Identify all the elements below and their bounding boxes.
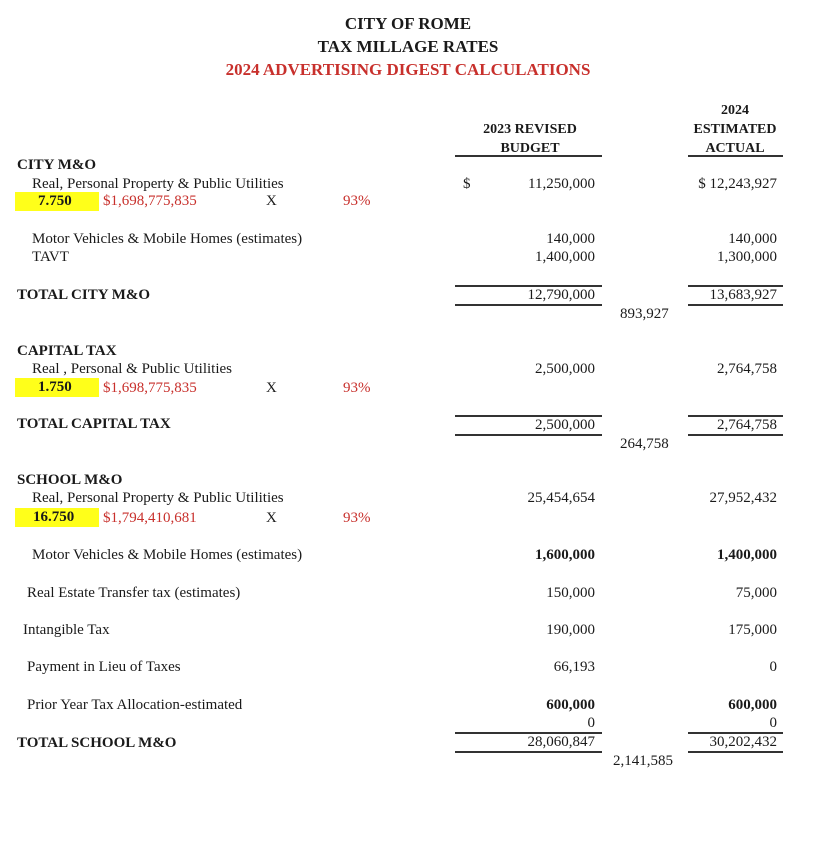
- difference-value: 893,927: [620, 306, 669, 322]
- total-label: TOTAL CAPITAL TAX: [17, 416, 171, 432]
- budget-value: 600,000: [546, 697, 595, 713]
- total-rule-bottom: [455, 304, 602, 306]
- actual-value: 600,000: [728, 697, 777, 713]
- column-header-line: BUDGET: [500, 141, 560, 156]
- millage-rate-highlight: 16.750: [15, 508, 99, 527]
- row-label: Payment in Lieu of Taxes: [27, 659, 181, 675]
- dollar-sign: $: [463, 176, 471, 192]
- row-label: Motor Vehicles & Mobile Homes (estimates): [32, 547, 303, 563]
- header-underline: [455, 155, 602, 157]
- row-label: Prior Year Tax Allocation-estimated: [27, 697, 243, 713]
- doc-title-digest: 2024 ADVERTISING DIGEST CALCULATIONS: [225, 60, 591, 79]
- total-budget: 2,500,000: [535, 417, 595, 433]
- budget-value: 25,454,654: [527, 490, 595, 506]
- difference-value: 264,758: [620, 436, 669, 452]
- column-header-line: 2024: [721, 103, 749, 118]
- budget-value: 140,000: [546, 231, 595, 247]
- total-actual: 13,683,927: [709, 287, 777, 303]
- header-underline: [688, 155, 783, 157]
- budget-value: 150,000: [546, 585, 595, 601]
- row-label: Intangible Tax: [23, 622, 110, 638]
- collection-rate: 93%: [343, 380, 371, 396]
- multiply-sign: X: [266, 193, 277, 209]
- column-header-line: ACTUAL: [705, 141, 765, 156]
- column-header-2023-budget: [455, 120, 605, 158]
- row-label: Real , Personal & Public Utilities: [32, 361, 232, 377]
- column-header-2024-actual: [685, 101, 785, 158]
- actual-value: 2,764,758: [717, 361, 777, 377]
- collection-rate: 93%: [343, 193, 371, 209]
- doc-title-city: CITY OF ROME: [344, 14, 472, 33]
- row-label: Real Estate Transfer tax (estimates): [27, 585, 241, 601]
- actual-value: 1,400,000: [717, 547, 777, 563]
- actual-value: $ 12,243,927: [698, 176, 777, 192]
- millage-rate-highlight: 7.750: [15, 192, 99, 211]
- total-rule-bottom: [455, 751, 602, 753]
- actual-value: 0: [769, 659, 777, 675]
- digest-value: $1,698,775,835: [103, 380, 197, 396]
- multiply-sign: X: [266, 380, 277, 396]
- column-header-line: ESTIMATED: [693, 122, 777, 137]
- section-title-city-mo: CITY M&O: [17, 157, 97, 173]
- budget-value: 2,500,000: [535, 361, 595, 377]
- actual-value: 27,952,432: [709, 490, 777, 506]
- row-label: Motor Vehicles & Mobile Homes (estimates): [32, 231, 303, 247]
- difference-value: 2,141,585: [613, 753, 673, 769]
- budget-value: 190,000: [546, 622, 595, 638]
- row-label: Real, Personal Property & Public Utilities: [32, 490, 284, 506]
- budget-value: 1,400,000: [535, 249, 595, 265]
- total-actual: 2,764,758: [717, 417, 777, 433]
- doc-title-millage: TAX MILLAGE RATES: [317, 37, 499, 56]
- multiply-sign: X: [266, 510, 277, 526]
- budget-value: 11,250,000: [528, 176, 595, 192]
- digest-value: $1,794,410,681: [103, 510, 197, 526]
- actual-value: 0: [769, 715, 777, 731]
- collection-rate: 93%: [343, 510, 371, 526]
- actual-value: 1,300,000: [717, 249, 777, 265]
- total-budget: 12,790,000: [527, 287, 595, 303]
- total-rule-bottom: [688, 434, 783, 436]
- actual-value: 140,000: [728, 231, 777, 247]
- budget-value: 1,600,000: [535, 547, 595, 563]
- budget-value: 66,193: [553, 659, 595, 675]
- budget-value: 0: [587, 715, 595, 731]
- section-title-school-mo: SCHOOL M&O: [17, 472, 123, 488]
- total-label: TOTAL SCHOOL M&O: [17, 735, 177, 751]
- column-header-line: 2023 REVISED: [483, 122, 577, 137]
- row-label: Real, Personal Property & Public Utilities: [32, 176, 284, 192]
- actual-value: 175,000: [728, 622, 777, 638]
- row-label: TAVT: [32, 249, 69, 265]
- total-rule-bottom: [688, 304, 783, 306]
- total-rule-bottom: [455, 434, 602, 436]
- actual-value: 75,000: [735, 585, 777, 601]
- section-title-capital-tax: CAPITAL TAX: [17, 343, 117, 359]
- total-actual: 30,202,432: [709, 734, 777, 750]
- total-budget: 28,060,847: [527, 734, 595, 750]
- total-rule-bottom: [688, 751, 783, 753]
- digest-value: $1,698,775,835: [103, 193, 197, 209]
- millage-rate-highlight: 1.750: [15, 378, 99, 397]
- total-label: TOTAL CITY M&O: [17, 287, 151, 303]
